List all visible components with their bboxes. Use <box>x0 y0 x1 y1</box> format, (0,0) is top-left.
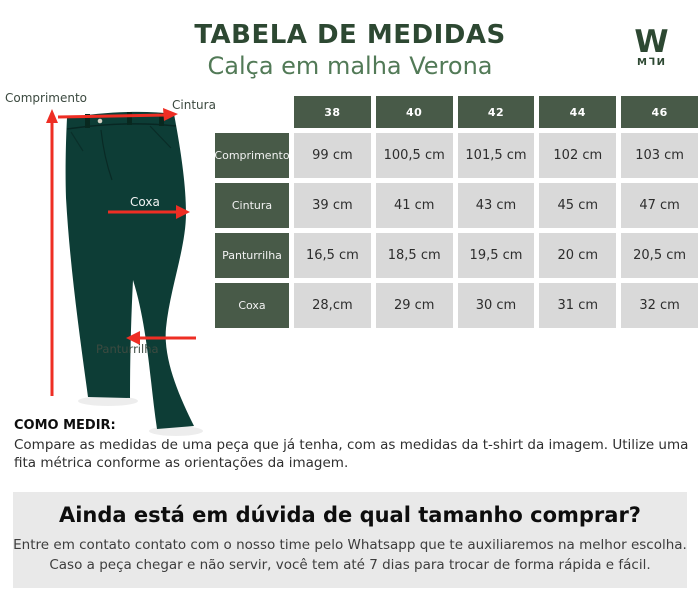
size-table <box>215 96 698 328</box>
panturrilha-label: Panturrilha <box>96 342 159 356</box>
measure-cell: 102 cm <box>539 133 616 178</box>
table-corner-spacer <box>215 96 289 128</box>
size-column-header: 44 <box>539 96 616 128</box>
measure-cell: 101,5 cm <box>458 133 535 178</box>
size-help-line2: Caso a peça chegar e não servir, você tem até 7 dias para trocar de forma rápida e fácil. <box>49 557 651 573</box>
size-column-header: 38 <box>294 96 371 128</box>
row-label-cintura: Cintura <box>215 183 289 228</box>
measure-cell: 29 cm <box>376 283 453 328</box>
measure-cell: 45 cm <box>539 183 616 228</box>
measure-cell: 100,5 cm <box>376 133 453 178</box>
comprimento-arrow <box>46 109 58 396</box>
measure-cell: 20 cm <box>539 233 616 278</box>
logo-wordmark: M⅂И <box>637 57 667 68</box>
cintura-label: Cintura <box>172 98 216 112</box>
measure-cell: 39 cm <box>294 183 371 228</box>
page-title: TABELA DE MEDIDAS <box>194 20 506 50</box>
row-label-comprimento: Comprimento <box>215 133 289 178</box>
measure-cell: 99 cm <box>294 133 371 178</box>
size-column-header: 46 <box>621 96 698 128</box>
size-column-header: 40 <box>376 96 453 128</box>
how-to-measure-text: Compare as medidas de uma peça que já tenha, com as medidas da t-shirt da imagem. Utilize uma fita métrica conforme as orientações da imagem. <box>14 437 689 471</box>
size-help-line1: Entre em contato contato com o nosso time pelo Whatsapp que te auxiliaremos na melhor escolha. <box>13 537 687 553</box>
size-help-heading: Ainda está em dúvida de qual tamanho comprar? <box>58 503 641 527</box>
measure-cell: 19,5 cm <box>458 233 535 278</box>
how-to-measure-title: COMO MEDIR: <box>14 418 116 433</box>
measure-cell: 16,5 cm <box>294 233 371 278</box>
brand-logo <box>627 24 677 68</box>
measure-cell: 103 cm <box>621 133 698 178</box>
how-to-measure-section <box>14 418 690 472</box>
row-label-panturrilha: Panturrilha <box>215 233 289 278</box>
measure-cell: 20,5 cm <box>621 233 698 278</box>
measure-cell: 47 cm <box>621 183 698 228</box>
measure-cell: 30 cm <box>458 283 535 328</box>
page-subtitle: Calça em malha Verona <box>207 52 493 80</box>
size-help-banner <box>13 492 687 588</box>
measure-cell: 31 cm <box>539 283 616 328</box>
measure-cell: 41 cm <box>376 183 453 228</box>
comprimento-label: Comprimento <box>5 91 88 105</box>
measure-cell: 32 cm <box>621 283 698 328</box>
pants-illustration-icon <box>0 88 232 440</box>
size-help-text <box>13 535 687 575</box>
size-column-header: 42 <box>458 96 535 128</box>
measure-cell: 18,5 cm <box>376 233 453 278</box>
coxa-label: Coxa <box>130 195 160 209</box>
logo-w-icon: W <box>634 24 670 60</box>
pants-measurement-diagram <box>0 88 232 440</box>
row-label-coxa: Coxa <box>215 283 289 328</box>
measure-cell: 43 cm <box>458 183 535 228</box>
measure-cell: 28,cm <box>294 283 371 328</box>
